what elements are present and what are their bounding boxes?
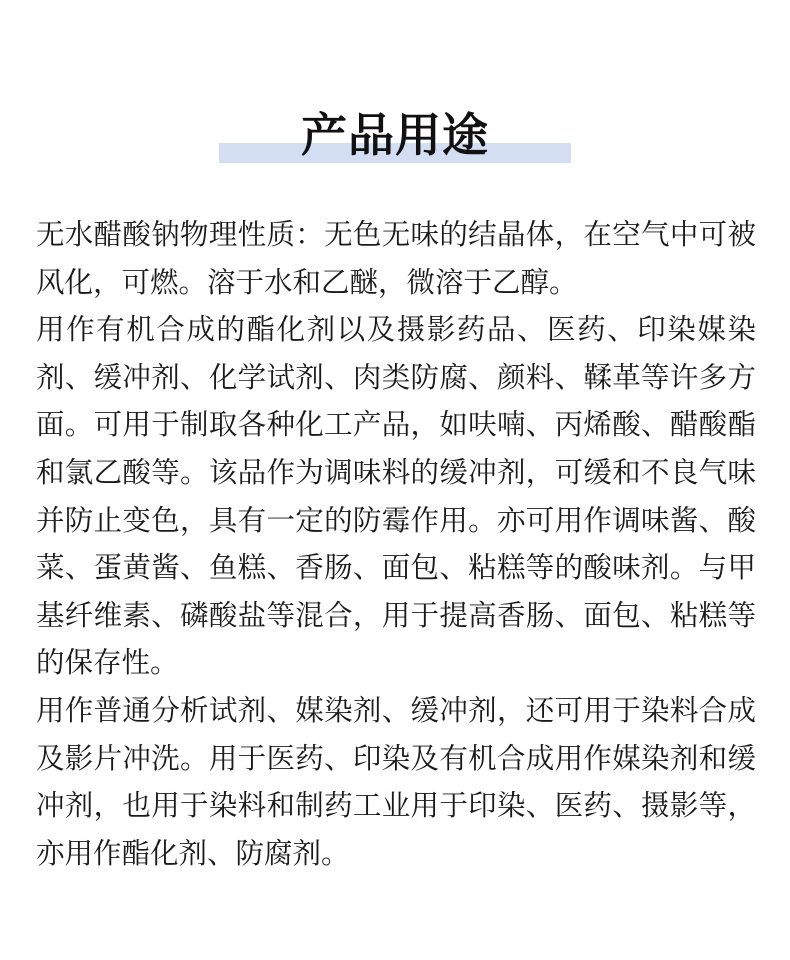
section-heading <box>219 104 571 166</box>
paragraph-physical-properties: 无水醋酸钠物理性质：无色无味的结晶体，在空气中可被风化，可燃。溶于水和乙醚，微溶于乙醇。 <box>36 218 756 299</box>
paragraph-applications: 用作有机合成的酯化剂以及摄影药品、医药、印染媒染剂、缓冲剂、化学试剂、肉类防腐、颜料、鞣革等许多方面。可用于制取各种化工产品，如呋喃、丙烯酸、醋酸酯和氯乙酸等。该品作为调味料的缓冲剂，可缓和不良气味并防止变色，具有一定的防霉作用。亦可用作调味酱、酸菜、蛋黄酱、鱼糕、香肠、面包、粘糕等的酸味剂。与甲基纤维素、磷酸盐等混合，用于提高香肠、面包、粘糕等的保存性。 <box>36 313 756 680</box>
paragraph-reagent-uses: 用作普通分析试剂、媒染剂、缓冲剂，还可用于染料合成及影片冲洗。用于医药、印染及有机合成用作媒染剂和缓冲剂，也用于染料和制药工业用于印染、医药、摄影等，亦用作酯化剂、防腐剂。 <box>36 693 756 870</box>
page-title: 产品用途 <box>301 108 489 162</box>
usage-description <box>36 211 756 877</box>
